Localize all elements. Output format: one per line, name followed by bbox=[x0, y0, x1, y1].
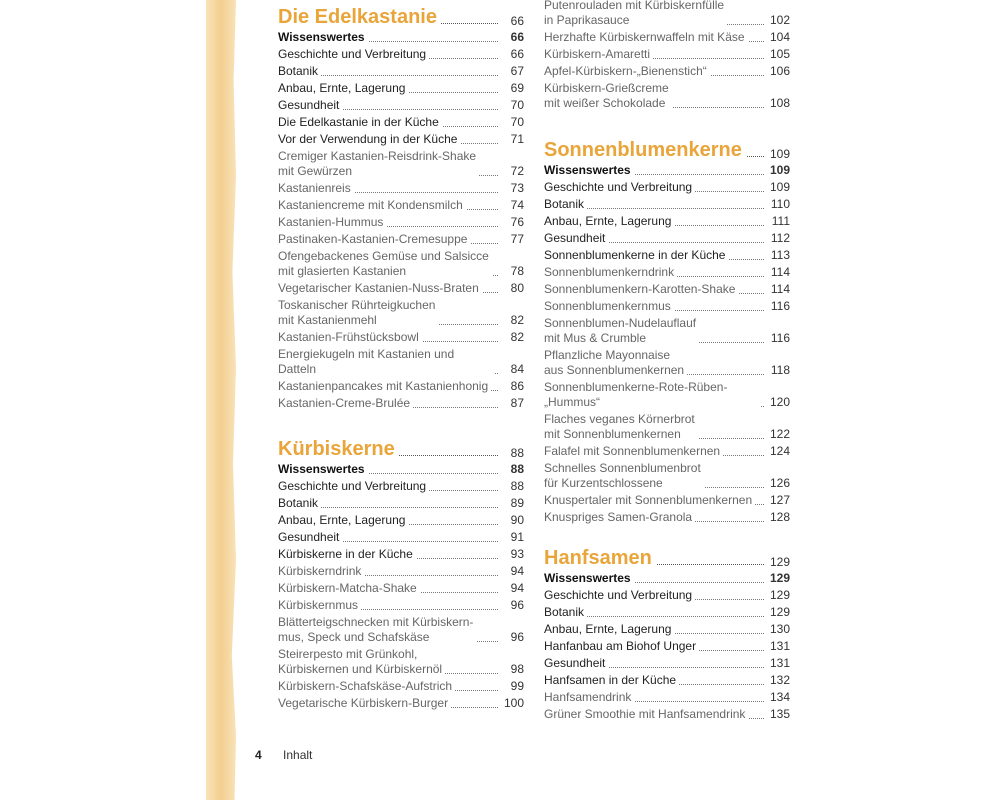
toc-entry-title: Apfel-Kürbiskern-„Bienenstich“ bbox=[544, 64, 710, 79]
toc-entry-page: 98 bbox=[510, 662, 524, 676]
toc-entry-page: 127 bbox=[769, 493, 790, 507]
toc-entry-title: Kastanien-Creme-Brulée bbox=[278, 396, 413, 411]
toc-entry-page: 70 bbox=[510, 98, 524, 112]
toc-entry-title: Gesundheit bbox=[278, 530, 342, 545]
toc-entry-page: 129 bbox=[769, 588, 790, 602]
toc-entry-page: 116 bbox=[770, 299, 790, 313]
toc-entry-title: Kürbiskern-Grießcreme mit weißer Schokolade bbox=[544, 81, 672, 111]
toc-entry-page: 118 bbox=[770, 363, 790, 377]
toc-entry-page: 114 bbox=[770, 265, 790, 279]
toc-entry[interactable] bbox=[544, 588, 790, 603]
toc-entry-page: 73 bbox=[510, 181, 524, 195]
toc-entry-page: 105 bbox=[769, 47, 790, 61]
toc-entry[interactable] bbox=[278, 115, 524, 130]
toc-entry-title: Toskanischer Rührteigkuchen mit Kastanienmehl bbox=[278, 298, 438, 328]
toc-entry-page: 88 bbox=[510, 479, 524, 493]
section-page: 66 bbox=[510, 14, 524, 28]
section-heading[interactable] bbox=[544, 133, 790, 161]
toc-entry-title: Gesundheit bbox=[544, 231, 608, 246]
toc-entry[interactable] bbox=[544, 622, 790, 637]
toc-entry-title: Geschichte und Verbreitung bbox=[544, 180, 695, 195]
toc-entry-title: Anbau, Ernte, Lagerung bbox=[544, 214, 674, 229]
toc-entry[interactable] bbox=[544, 639, 790, 654]
toc-entry[interactable] bbox=[278, 564, 524, 579]
toc-entry[interactable] bbox=[544, 265, 790, 280]
toc-entry-title: Kastanien-Frühstücksbowl bbox=[278, 330, 422, 345]
toc-entry-title: Steirerpesto mit Grünkohl, Kürbiskernen und Kürbiskernöl bbox=[278, 647, 445, 677]
toc-entry[interactable] bbox=[544, 64, 790, 79]
toc-entry-title: Blätterteigschnecken mit Kürbiskern- mus, Speck und Schafskäse bbox=[278, 615, 476, 645]
toc-entry[interactable] bbox=[278, 181, 524, 196]
toc-entry-title: Geschichte und Verbreitung bbox=[278, 479, 429, 494]
toc-entry[interactable] bbox=[544, 461, 790, 491]
toc-entry[interactable] bbox=[544, 412, 790, 442]
toc-entry-page: 86 bbox=[510, 379, 524, 393]
toc-entry-page: 84 bbox=[510, 362, 524, 376]
section-page: 129 bbox=[769, 555, 790, 569]
toc-entry-title: Energiekugeln mit Kastanien und Datteln bbox=[278, 347, 495, 377]
toc-entry-page: 89 bbox=[510, 496, 524, 510]
toc-entry-title: Botanik bbox=[278, 64, 321, 79]
toc-entry-title: Ofengebackenes Gemüse und Salsicce mit glasierten Kastanien bbox=[278, 249, 492, 279]
toc-entry-page: 90 bbox=[510, 513, 524, 527]
toc-entry-title: Botanik bbox=[544, 605, 587, 620]
toc-section-edelkastanie bbox=[278, 0, 524, 411]
toc-entry[interactable] bbox=[544, 0, 790, 28]
toc-entry-title: Kürbiskern-Schafskäse-Aufstrich bbox=[278, 679, 455, 694]
toc-entry-page: 99 bbox=[510, 679, 524, 693]
toc-entry[interactable] bbox=[544, 510, 790, 525]
toc-entry-page: 129 bbox=[769, 571, 790, 585]
toc-entry-page: 82 bbox=[510, 313, 524, 327]
toc-entry[interactable] bbox=[544, 30, 790, 45]
toc-entry-title: Wissenswertes bbox=[278, 30, 368, 45]
toc-entry-page: 104 bbox=[769, 30, 790, 44]
toc-entry[interactable] bbox=[278, 81, 524, 96]
toc-entry-title: Vegetarischer Kastanien-Nuss-Braten bbox=[278, 281, 482, 296]
section-page: 88 bbox=[510, 446, 524, 460]
toc-entry-page: 96 bbox=[510, 598, 524, 612]
toc-entry[interactable] bbox=[278, 462, 524, 477]
toc-entry[interactable] bbox=[278, 679, 524, 694]
toc-entry-title: Falafel mit Sonnenblumenkernen bbox=[544, 444, 723, 459]
toc-entry-page: 94 bbox=[510, 564, 524, 578]
toc-section-hanfsamen bbox=[544, 541, 790, 722]
toc-entry-title: Hanfanbau am Biohof Unger bbox=[544, 639, 699, 654]
toc-entry[interactable] bbox=[278, 513, 524, 528]
toc-entry[interactable] bbox=[278, 249, 524, 279]
toc-entry-title: Wissenswertes bbox=[544, 571, 634, 586]
toc-entry[interactable] bbox=[544, 673, 790, 688]
section-title: Kürbiskerne bbox=[278, 438, 399, 460]
toc-entry[interactable] bbox=[544, 656, 790, 671]
toc-entry-page: 114 bbox=[770, 282, 790, 296]
toc-entry-page: 74 bbox=[510, 198, 524, 212]
toc-entry[interactable] bbox=[544, 214, 790, 229]
toc-entry-page: 88 bbox=[510, 462, 524, 476]
toc-entry-title: Geschichte und Verbreitung bbox=[544, 588, 695, 603]
toc-entry-title: Knuspriges Samen-Granola bbox=[544, 510, 695, 525]
toc-entry[interactable] bbox=[278, 479, 524, 494]
toc-entry-page: 94 bbox=[510, 581, 524, 595]
toc-entry[interactable] bbox=[544, 690, 790, 705]
toc-entry-title: Flaches veganes Körnerbrot mit Sonnenblumenkernen bbox=[544, 412, 698, 442]
toc-entry[interactable] bbox=[278, 547, 524, 562]
footer-label: Inhalt bbox=[283, 748, 313, 762]
section-heading[interactable] bbox=[544, 541, 790, 569]
toc-entry[interactable] bbox=[544, 605, 790, 620]
toc-entry-title: Kürbiskern-Amaretti bbox=[544, 47, 653, 62]
toc-entry-page: 134 bbox=[769, 690, 790, 704]
section-title: Hanfsamen bbox=[544, 547, 656, 569]
toc-entry[interactable] bbox=[278, 598, 524, 613]
toc-entry-title: Sonnenblumenkern-Karotten-Shake bbox=[544, 282, 738, 297]
toc-entry-title: Sonnenblumenkernmus bbox=[544, 299, 674, 314]
toc-entry-title: Vegetarische Kürbiskern-Burger bbox=[278, 696, 451, 711]
toc-entry-page: 87 bbox=[510, 396, 524, 410]
toc-entry-title: Schnelles Sonnenblumenbrot für Kurzentschlossene bbox=[544, 461, 704, 491]
toc-entry-title: Botanik bbox=[544, 197, 587, 212]
toc-entry[interactable] bbox=[544, 380, 790, 410]
toc-entry-title: Wissenswertes bbox=[544, 163, 634, 178]
toc-entry[interactable] bbox=[544, 299, 790, 314]
toc-entry[interactable] bbox=[278, 396, 524, 411]
toc-entry-title: Sonnenblumenkerne-Rote-Rüben-„Hummus“ bbox=[544, 380, 761, 410]
toc-entry[interactable] bbox=[544, 197, 790, 212]
page-number: 4 bbox=[255, 748, 262, 762]
toc-entry[interactable] bbox=[544, 163, 790, 178]
toc-entry-title: Kürbiskerne in der Küche bbox=[278, 547, 416, 562]
toc-entry-page: 70 bbox=[510, 115, 524, 129]
toc-entry-page: 102 bbox=[769, 13, 790, 27]
toc-entry-title: Sonnenblumenkerndrink bbox=[544, 265, 677, 280]
toc-entry-title: Die Edelkastanie in der Küche bbox=[278, 115, 442, 130]
toc-entry-page: 71 bbox=[510, 132, 524, 146]
toc-entry-page: 129 bbox=[769, 605, 790, 619]
toc-entry-page: 130 bbox=[769, 622, 790, 636]
toc-entry-page: 126 bbox=[769, 476, 790, 490]
toc-entry-title: Grüner Smoothie mit Hanfsamendrink bbox=[544, 707, 748, 722]
toc-entry-page: 109 bbox=[769, 180, 790, 194]
toc-entry[interactable] bbox=[278, 298, 524, 328]
toc-entry-page: 66 bbox=[510, 47, 524, 61]
toc-entry-title: Kürbiskernmus bbox=[278, 598, 361, 613]
toc-entry-title: Kastanienpancakes mit Kastanienhonig bbox=[278, 379, 491, 394]
toc-entry-page: 91 bbox=[510, 530, 524, 544]
toc-entry-title: Hanfsamendrink bbox=[544, 690, 634, 705]
toc-entry[interactable] bbox=[278, 281, 524, 296]
toc-entry-page: 112 bbox=[770, 231, 790, 245]
toc-entry-title: Gesundheit bbox=[278, 98, 342, 113]
toc-entry-page: 122 bbox=[769, 427, 790, 441]
toc-entry[interactable] bbox=[544, 348, 790, 378]
toc-entry[interactable] bbox=[278, 647, 524, 677]
page-footer bbox=[255, 748, 312, 762]
toc-entry-title: Anbau, Ernte, Lagerung bbox=[278, 81, 408, 96]
toc-entry[interactable] bbox=[544, 248, 790, 263]
toc-section-kuerbiskerne bbox=[278, 432, 524, 711]
section-page: 109 bbox=[769, 147, 790, 161]
toc-entry-title: Pflanzliche Mayonnaise aus Sonnenblumenkernen bbox=[544, 348, 687, 378]
section-title: Sonnenblumenkerne bbox=[544, 139, 746, 161]
toc-entry-page: 76 bbox=[510, 215, 524, 229]
toc-entry[interactable] bbox=[278, 347, 524, 377]
toc-entry[interactable] bbox=[278, 30, 524, 45]
toc-entry-page: 111 bbox=[771, 214, 790, 228]
toc-entry-page: 131 bbox=[769, 656, 790, 670]
toc-entry-page: 132 bbox=[769, 673, 790, 687]
toc-entry-page: 110 bbox=[770, 197, 790, 211]
toc-entry[interactable] bbox=[278, 615, 524, 645]
toc-entry-page: 135 bbox=[769, 707, 790, 721]
toc-entry-title: Herzhafte Kürbiskernwaffeln mit Käse bbox=[544, 30, 748, 45]
toc-entry[interactable] bbox=[544, 231, 790, 246]
toc-entry-title: Vor der Verwendung in der Küche bbox=[278, 132, 460, 147]
toc-entry[interactable] bbox=[278, 98, 524, 113]
toc-entry-title: Botanik bbox=[278, 496, 321, 511]
toc-entry[interactable] bbox=[544, 47, 790, 62]
toc-entry-title: Geschichte und Verbreitung bbox=[278, 47, 429, 62]
toc-entry[interactable] bbox=[278, 149, 524, 179]
toc-entry-page: 128 bbox=[769, 510, 790, 524]
toc-entry-title: Sonnenblumenkerne in der Küche bbox=[544, 248, 728, 263]
toc-entry[interactable] bbox=[544, 180, 790, 195]
toc-entry-page: 120 bbox=[769, 395, 790, 409]
toc-entry-page: 77 bbox=[510, 232, 524, 246]
toc-entry[interactable] bbox=[544, 493, 790, 508]
toc-entry[interactable] bbox=[544, 571, 790, 586]
toc-entry-title: Kürbiskern-Matcha-Shake bbox=[278, 581, 420, 596]
toc-entry[interactable] bbox=[544, 81, 790, 111]
toc-entry-title: Anbau, Ernte, Lagerung bbox=[278, 513, 408, 528]
toc-entry-title: Pastinaken-Kastanien-Cremesuppe bbox=[278, 232, 470, 247]
toc-entry[interactable] bbox=[278, 198, 524, 213]
toc-entry[interactable] bbox=[278, 64, 524, 79]
toc-entry-page: 69 bbox=[510, 81, 524, 95]
toc-entry-page: 72 bbox=[510, 164, 524, 178]
toc-entry[interactable] bbox=[278, 215, 524, 230]
toc-entry-title: Knuspertaler mit Sonnenblumenkernen bbox=[544, 493, 755, 508]
toc-entry[interactable] bbox=[544, 707, 790, 722]
toc-entry[interactable] bbox=[544, 316, 790, 346]
toc-entry-title: Wissenswertes bbox=[278, 462, 368, 477]
toc-entry-title: Kastanien-Hummus bbox=[278, 215, 386, 230]
toc-entry-title: Gesundheit bbox=[544, 656, 608, 671]
decorative-stripe bbox=[206, 0, 236, 800]
toc-entry[interactable] bbox=[544, 444, 790, 459]
section-title: Die Edelkastanie bbox=[278, 6, 441, 28]
toc-entry-page: 113 bbox=[770, 248, 790, 262]
toc-entry-title: Sonnenblumen-Nudelauflauf mit Mus & Crumble bbox=[544, 316, 699, 346]
toc-section-sonnenblumenkerne bbox=[544, 133, 790, 525]
toc-entry[interactable] bbox=[544, 282, 790, 297]
toc-entry-page: 67 bbox=[510, 64, 524, 78]
toc-entry-title: Kastaniencreme mit Kondensmilch bbox=[278, 198, 466, 213]
toc-entry-title: Kastanienreis bbox=[278, 181, 354, 196]
section-heading[interactable] bbox=[278, 432, 524, 460]
toc-entry[interactable] bbox=[278, 132, 524, 147]
toc-entry-title: Kürbiskerndrink bbox=[278, 564, 364, 579]
toc-entry[interactable] bbox=[278, 330, 524, 345]
toc-entry[interactable] bbox=[278, 496, 524, 511]
toc-entry-page: 106 bbox=[769, 64, 790, 78]
toc-entry-page: 116 bbox=[770, 331, 790, 345]
section-heading[interactable] bbox=[278, 0, 524, 28]
toc-entry[interactable] bbox=[278, 696, 524, 711]
toc-entry-page: 80 bbox=[510, 281, 524, 295]
toc-entry-title: Hanfsamen in der Küche bbox=[544, 673, 679, 688]
toc-entry-page: 96 bbox=[510, 630, 524, 644]
toc-entry-title: Cremiger Kastanien-Reisdrink-Shake mit Gewürzen bbox=[278, 149, 479, 179]
toc-entry-title: Putenrouladen mit Kürbiskernfülle in Paprikasauce bbox=[544, 0, 727, 28]
toc-entry[interactable] bbox=[278, 47, 524, 62]
toc-entry-page: 131 bbox=[769, 639, 790, 653]
toc-entry-page: 66 bbox=[510, 30, 524, 44]
toc-entry-title: Anbau, Ernte, Lagerung bbox=[544, 622, 674, 637]
toc-entry-page: 78 bbox=[510, 264, 524, 278]
toc-entry[interactable] bbox=[278, 530, 524, 545]
toc-entry-page: 100 bbox=[503, 696, 524, 710]
toc-entry[interactable] bbox=[278, 581, 524, 596]
toc-section-continued bbox=[544, 0, 790, 111]
toc-entry[interactable] bbox=[278, 379, 524, 394]
toc-entry[interactable] bbox=[278, 232, 524, 247]
toc-entry-page: 108 bbox=[769, 96, 790, 110]
toc-entry-page: 82 bbox=[510, 330, 524, 344]
toc-entry-page: 109 bbox=[769, 163, 790, 177]
toc-entry-page: 93 bbox=[510, 547, 524, 561]
toc-entry-page: 124 bbox=[769, 444, 790, 458]
